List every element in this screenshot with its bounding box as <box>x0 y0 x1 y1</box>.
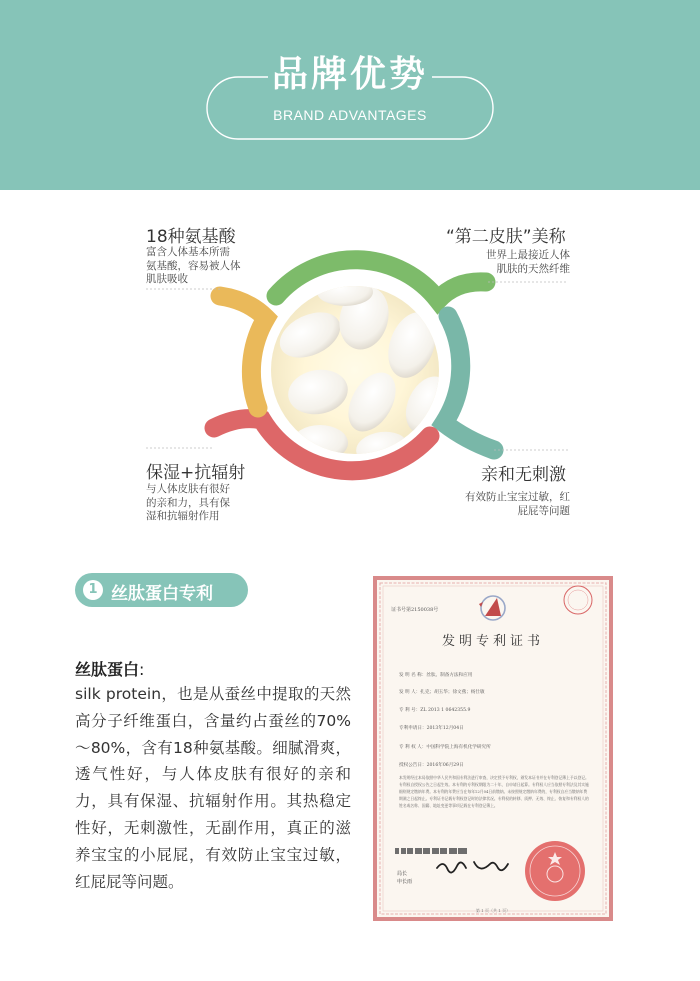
feature-desc-gentle: 有效防止宝宝过敏，红 屁屁等问题 <box>465 491 570 517</box>
certificate-number: 证书号第2150038号 <box>391 607 439 613</box>
body-heading-colon: : <box>139 660 145 679</box>
certificate-paragraph: 本发明经过本局依照中华人民共和国专利法进行审查，决定授予专利权，颁发本证书并在专利登记簿上予以登记。专利权自授权公告之日起生效。本专利的专利权期限为二十年，自申请日起算。专利权人应当依照专利法及其实施细则规定缴纳年费。本专利的年费应当在每年12月04日前缴纳。未按照规定缴纳年费的，专利权自应当缴纳年费期满之日起终止。专利证书记载专利权登记时的法律状况。专利权的转移、质押、无效、终止、恢复和专利权人的姓名或名称、国籍、地址变更等事项记载在专利登记簿上。 <box>399 775 589 808</box>
certificate-line-inventor: 发 明 人：扎克；胡玉华；徐文燕；杨仕敏 <box>399 690 485 695</box>
feature-title-gentle: 亲和无刺激 <box>481 465 566 485</box>
certificate-line-name: 发 明 名 称：丝肽、制备方法和应用 <box>399 673 473 678</box>
certificate-director-label: 局长 <box>397 871 408 877</box>
top-seal <box>564 586 592 614</box>
page-title: 品牌优势 <box>271 54 428 95</box>
body-heading <box>75 657 144 680</box>
patent-certificate <box>373 576 613 921</box>
header-banner <box>0 0 700 190</box>
certificate-line-holder: 专 利 权 人：中国科学院上海有机化学研究所 <box>399 745 491 750</box>
silk-ring-illustration <box>0 190 700 550</box>
body-heading-text: 丝肽蛋白 <box>75 660 140 679</box>
official-seal <box>525 841 585 901</box>
feature-desc-moisture: 与人体皮肤有很好 的亲和力，具有保 湿和抗辐射作用 <box>146 483 230 522</box>
ring-segment-yellow <box>220 296 266 408</box>
section-number: 1 <box>83 580 103 600</box>
feature-desc-amino-acids: 富含人体基本所需 氨基酸，容易被人体 肌肤吸收 <box>146 246 241 285</box>
ring-segment-teal <box>444 316 494 450</box>
feature-title-moisture: 保湿+抗辐射 <box>146 463 246 483</box>
certificate-director-name: 申长雨 <box>397 879 413 885</box>
body-paragraph: silk protein，也是从蚕丝中提取的天然高分子纤维蛋白，含量约占蚕丝的70%～80%，含有18种氨基酸。细腻滑爽，透气性好，与人体皮肤有很好的亲和力，具有保湿、抗辐射作用。其热稳定性好，无刺激性，无副作用，真正的滋养宝宝的小屁屁，有效防止宝宝过敏，红屁屁等问题。 <box>75 685 351 891</box>
signature <box>437 862 508 873</box>
certificate-title: 发明专利证书 <box>441 634 544 649</box>
section-badge <box>75 573 248 607</box>
certificate-line-grant-date: 授权公告日：2016年06月29日 <box>399 763 464 768</box>
certificate-footer: 第 1 页（共 1 页） <box>475 908 511 913</box>
page-subtitle: BRAND ADVANTAGES <box>273 107 427 123</box>
feature-title-second-skin: “第二皮肤”美称 <box>446 227 566 247</box>
patent-office-emblem <box>479 596 505 620</box>
feature-desc-second-skin: 世界上最接近人体 肌肤的天然纤维 <box>486 249 570 275</box>
section-title: 丝肽蛋白专利 <box>111 584 213 604</box>
feature-title-amino-acids: 18种氨基酸 <box>146 227 236 247</box>
barcode <box>395 848 467 854</box>
certificate-line-filing-date: 专利申请日：2013年12月04日 <box>399 726 464 731</box>
certificate-line-patent-no: 专 利 号：ZL 2013 1 0642355.9 <box>399 708 471 713</box>
